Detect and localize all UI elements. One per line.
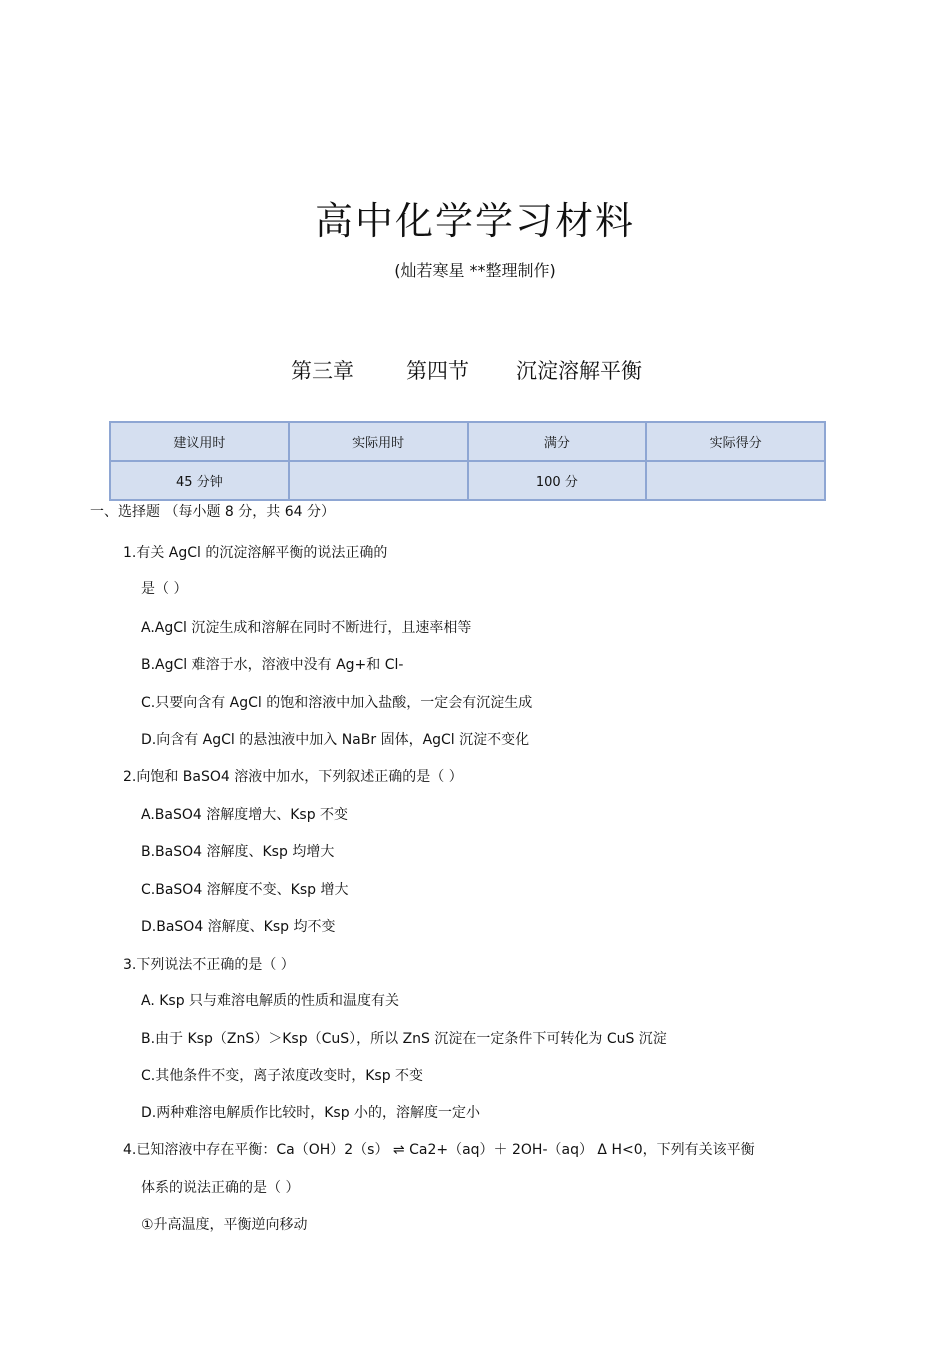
answer-option: B.AgCl 难溶于水，溶液中没有 Ag+和 Cl- bbox=[141, 657, 404, 673]
score-table-cell bbox=[646, 461, 825, 500]
answer-option: C.只要向含有 AgCl 的饱和溶液中加入盐酸，一定会有沉淀生成 bbox=[141, 695, 533, 711]
answer-option: B.BaSO4 溶解度、Ksp 均增大 bbox=[141, 844, 335, 860]
score-table bbox=[109, 421, 826, 501]
score-table-header: 满分 bbox=[468, 422, 647, 461]
score-table-value-row bbox=[110, 461, 825, 500]
score-table-header: 实际用时 bbox=[289, 422, 468, 461]
chapter-number: 第三章 bbox=[291, 359, 354, 383]
score-table-cell bbox=[289, 461, 468, 500]
answer-option: A. Ksp 只与难溶电解质的性质和温度有关 bbox=[141, 993, 400, 1009]
question-stem: 1.有关 AgCl 的沉淀溶解平衡的说法正确的 bbox=[123, 545, 388, 561]
document-title: 高中化学学习材料 bbox=[314, 199, 635, 243]
question-stem: 4.已知溶液中存在平衡：Ca（OH）2（s） ⇌ Ca2+（aq）＋ 2OH-（aq） Δ H<0，下列有关该平衡 bbox=[123, 1142, 755, 1158]
document-subtitle: (灿若寒星 **整理制作) bbox=[394, 261, 556, 280]
score-table-cell: 45 分钟 bbox=[110, 461, 289, 500]
answer-option: ①升高温度，平衡逆向移动 bbox=[141, 1217, 308, 1233]
question-stem: 3.下列说法不正确的是（ ） bbox=[123, 957, 295, 973]
chapter-heading bbox=[291, 355, 642, 385]
answer-option: A.AgCl 沉淀生成和溶解在同时不断进行，且速率相等 bbox=[141, 620, 472, 636]
answer-option: D.两种难溶电解质作比较时，Ksp 小的，溶解度一定小 bbox=[141, 1105, 481, 1121]
answer-option: B.由于 Ksp（ZnS）＞Ksp（CuS），所以 ZnS 沉淀在一定条件下可转化为 CuS 沉淀 bbox=[141, 1031, 667, 1047]
question-stem-continued: 是（ ） bbox=[141, 581, 188, 597]
question-stem-continued: 体系的说法正确的是（ ） bbox=[141, 1180, 300, 1196]
score-table-header: 实际得分 bbox=[646, 422, 825, 461]
question-stem: 2.向饱和 BaSO4 溶液中加水，下列叙述正确的是（ ） bbox=[123, 769, 463, 785]
score-table-cell: 100 分 bbox=[468, 461, 647, 500]
score-table-header: 建议用时 bbox=[110, 422, 289, 461]
section-number: 第四节 bbox=[406, 359, 469, 383]
answer-option: C.其他条件不变，离子浓度改变时，Ksp 不变 bbox=[141, 1068, 424, 1084]
section-topic: 沉淀溶解平衡 bbox=[516, 359, 642, 383]
answer-option: D.向含有 AgCl 的悬浊液中加入 NaBr 固体，AgCl 沉淀不变化 bbox=[141, 732, 530, 748]
answer-option: A.BaSO4 溶解度增大、Ksp 不变 bbox=[141, 807, 349, 823]
section-heading: 一、选择题 （每小题 8 分，共 64 分） bbox=[90, 504, 335, 520]
score-table-header-row bbox=[110, 422, 825, 461]
answer-option: C.BaSO4 溶解度不变、Ksp 增大 bbox=[141, 882, 349, 898]
answer-option: D.BaSO4 溶解度、Ksp 均不变 bbox=[141, 919, 336, 935]
